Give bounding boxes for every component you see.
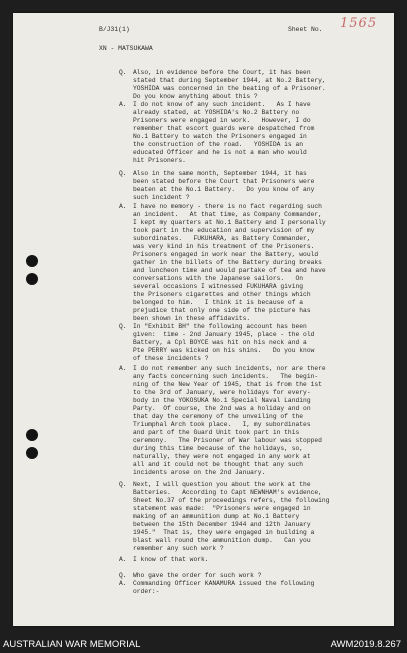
qa-text: Next, I will question you about the work at the Batteries. According to Capt NEWNHAM's evidence, Sheet No.37 of the proceedings refers, the following statement was made: "Prisoners were engaged in making of an ammunition dump at No.1 Battery between the 15th December 1944 and 12th January 1945." That is, they were engaged in building a blast wall round the ammunition dump. Can you remember any such work ? [133, 481, 330, 552]
qa-label: A. [119, 203, 127, 210]
qa-label: A. [119, 101, 127, 108]
archive-item-id: AWM2019.8.267 [330, 639, 401, 650]
qa-text: Who gave the order for such work ? [133, 572, 262, 579]
qa-text: Commanding Officer KANAMURA issued the following order:- [133, 580, 315, 595]
qa-block [119, 365, 383, 477]
qa-text: Also in the same month, September 1944, it has been stated before the Court that Prisoners were beaten at the No.1 Battery. Do you know of any such incident ? [133, 170, 315, 201]
qa-block [119, 101, 383, 165]
qa-block [119, 556, 383, 564]
qa-text: In "Exhibit BH" the following account has been given: time - 2nd January 1945, place - the old Battery, a Cpl BOYCE was hit on his neck and a Pte PERRY was kicked on his shins. Do you know of these incidents ? [133, 323, 315, 362]
sheet-number-label: Sheet No. [288, 26, 323, 33]
qa-text: I have no memory - there is no fact regarding such an incident. At that time, as Company Commander, I kept my quarters at No.1 Battery and I personally took part in the education and supervision of my subordinates. FUKUHARA, as Battery Commander, was very kind in his treatment of the Prisoners. Prisoners engaged in work near the Battery, would gather in the billets of the Battery during breaks and luncheon time and would partake of tea and have conversations with the Japanese sailors. On several occasions I witnessed FUKUHARA giving the Prisoners cigarettes and other things which belonged to him. I think it is because of a prejudice that only one side of the picture has been shown in these affidavits. [133, 203, 326, 322]
qa-label: Q. [119, 481, 127, 488]
document-reference: B/J31(1) [99, 26, 130, 33]
qa-block [119, 203, 383, 323]
qa-block [119, 170, 383, 202]
qa-text: I know of that work. [133, 556, 209, 563]
punch-hole [26, 429, 38, 441]
archive-footer [0, 636, 407, 653]
qa-label: Q. [119, 69, 127, 76]
qa-text: Also, in evidence before the Court, it has been stated that during September 1944, at No.2 Battery, YOSHIDA was concerned in the beating of a Prisoner. Do you know anything about this ? [133, 69, 326, 100]
qa-block [119, 580, 383, 596]
qa-label: A. [119, 556, 127, 563]
qa-block [119, 481, 383, 553]
punch-hole [26, 255, 38, 267]
qa-label: Q. [119, 572, 127, 579]
qa-block [119, 323, 383, 363]
qa-text: I do not remember any such incidents, nor are there any facts concerning such incidents. The begin- ning of the New Year of 1945, that is from the 1st to the 3rd of January, were holidays for every- body in the YOKOSUKA No.1 Special Naval Landing Party. Of course, the 2nd was a holiday and on that day the ceremony of the unveiling of the Triumphal Arch took place. I, my subordinates and part of the Guard Unit took part in this ceremony. The Prisoner of War labour was stopped during this time because of the holidays, so, naturally, they were not engaged in any work at all and it could not be thought that any such incidents arose on the 2nd January. [133, 365, 326, 476]
qa-label: A. [119, 580, 127, 587]
qa-label: A. [119, 365, 127, 372]
punch-hole [26, 273, 38, 285]
handwritten-page-number: 1565 [340, 16, 378, 31]
qa-block [119, 572, 383, 580]
qa-block [119, 69, 383, 101]
qa-text: I do not know of any such incident. As I have already stated, at YOSHIDA's No.2 Battery no Prisoners were engaged in work. However, I do remember that escort guards were despatched from No.1 Battery to watch the Prisoners engaged in the construction of the road. YOSHIDA is an educated Officer and he is not a man who would hit Prisoners. [133, 101, 315, 164]
qa-label: Q. [119, 323, 127, 330]
qa-label: Q. [119, 170, 127, 177]
punch-hole [26, 447, 38, 459]
examination-heading: XN - MATSUKAWA [99, 45, 153, 52]
archive-name: AUSTRALIAN WAR MEMORIAL [3, 639, 141, 650]
